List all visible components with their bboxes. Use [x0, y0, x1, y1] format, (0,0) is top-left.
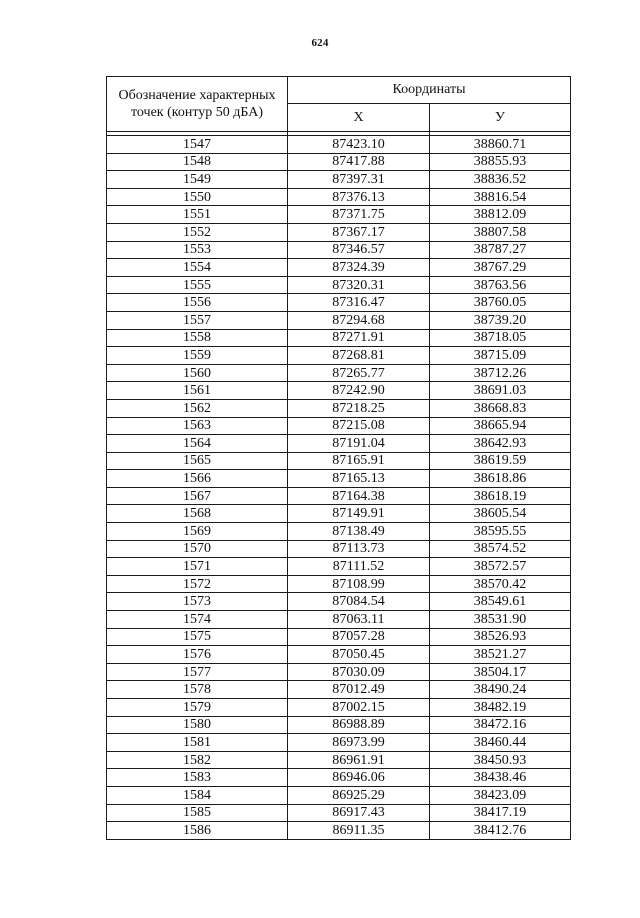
table-row: [107, 540, 571, 558]
table-row: [107, 716, 571, 734]
y-coordinate-cell: 38619.59: [430, 452, 571, 470]
y-coordinate-cell: 38665.94: [430, 417, 571, 435]
y-coordinate-cell: 38490.24: [430, 681, 571, 699]
x-coordinate-cell: 86911.35: [288, 822, 430, 840]
table-row: [107, 223, 571, 241]
table-row: [107, 769, 571, 787]
y-coordinate-cell: 38450.93: [430, 751, 571, 769]
x-coordinate-cell: 87324.39: [288, 259, 430, 277]
point-id-cell: 1555: [107, 276, 288, 294]
x-coordinate-cell: 87191.04: [288, 435, 430, 453]
x-coordinate-cell: 87165.13: [288, 470, 430, 488]
y-coordinate-cell: 38787.27: [430, 241, 571, 259]
page-number: 624: [311, 37, 329, 49]
x-coordinate-cell: 86917.43: [288, 804, 430, 822]
table-row: [107, 575, 571, 593]
point-id-cell: 1550: [107, 188, 288, 206]
x-coordinate-cell: 87271.91: [288, 329, 430, 347]
table-row: [107, 646, 571, 664]
table-row: [107, 364, 571, 382]
point-id-cell: 1556: [107, 294, 288, 312]
point-id-cell: 1547: [107, 136, 288, 154]
table-body: [107, 136, 571, 840]
point-id-cell: 1565: [107, 452, 288, 470]
x-coordinate-cell: 87346.57: [288, 241, 430, 259]
y-coordinate-cell: 38860.71: [430, 136, 571, 154]
point-id-cell: 1584: [107, 786, 288, 804]
y-coordinate-cell: 38570.42: [430, 575, 571, 593]
x-coordinate-cell: 87030.09: [288, 663, 430, 681]
x-coordinate-cell: 87423.10: [288, 136, 430, 154]
y-coordinate-cell: 38531.90: [430, 611, 571, 629]
table-row: [107, 681, 571, 699]
y-coordinate-cell: 38521.27: [430, 646, 571, 664]
point-id-cell: 1586: [107, 822, 288, 840]
x-coordinate-cell: 87050.45: [288, 646, 430, 664]
y-coordinate-cell: 38472.16: [430, 716, 571, 734]
x-coordinate-cell: 87057.28: [288, 628, 430, 646]
y-coordinate-cell: 38668.83: [430, 399, 571, 417]
coordinates-table: [106, 76, 571, 840]
point-id-cell: 1560: [107, 364, 288, 382]
x-coordinate-cell: 87316.47: [288, 294, 430, 312]
x-coordinate-cell: 86961.91: [288, 751, 430, 769]
x-coordinate-cell: 87265.77: [288, 364, 430, 382]
point-id-cell: 1585: [107, 804, 288, 822]
y-coordinate-cell: 38417.19: [430, 804, 571, 822]
y-coordinate-cell: 38836.52: [430, 171, 571, 189]
point-id-cell: 1574: [107, 611, 288, 629]
y-coordinate-cell: 38460.44: [430, 734, 571, 752]
header-point-label: Обозначение характерных точек (контур 50 дБА): [107, 77, 288, 132]
x-coordinate-cell: 87012.49: [288, 681, 430, 699]
y-coordinate-cell: 38605.54: [430, 505, 571, 523]
table-row: [107, 206, 571, 224]
table-row: [107, 593, 571, 611]
y-coordinate-cell: 38482.19: [430, 699, 571, 717]
table-row: [107, 329, 571, 347]
point-id-cell: 1581: [107, 734, 288, 752]
table-row: [107, 523, 571, 541]
y-coordinate-cell: 38718.05: [430, 329, 571, 347]
x-coordinate-cell: 87111.52: [288, 558, 430, 576]
x-coordinate-cell: 86973.99: [288, 734, 430, 752]
point-id-cell: 1576: [107, 646, 288, 664]
point-id-cell: 1583: [107, 769, 288, 787]
x-coordinate-cell: 86946.06: [288, 769, 430, 787]
x-coordinate-cell: 87320.31: [288, 276, 430, 294]
point-id-cell: 1582: [107, 751, 288, 769]
table-row: [107, 751, 571, 769]
y-coordinate-cell: 38574.52: [430, 540, 571, 558]
point-id-cell: 1561: [107, 382, 288, 400]
x-coordinate-cell: 87218.25: [288, 399, 430, 417]
y-coordinate-cell: 38595.55: [430, 523, 571, 541]
table-row: [107, 241, 571, 259]
table-row: [107, 153, 571, 171]
y-coordinate-cell: 38812.09: [430, 206, 571, 224]
y-coordinate-cell: 38715.09: [430, 347, 571, 365]
y-coordinate-cell: 38760.05: [430, 294, 571, 312]
x-coordinate-cell: 87164.38: [288, 487, 430, 505]
point-id-cell: 1557: [107, 311, 288, 329]
table-row: [107, 786, 571, 804]
x-coordinate-cell: 87371.75: [288, 206, 430, 224]
point-id-cell: 1559: [107, 347, 288, 365]
point-id-cell: 1564: [107, 435, 288, 453]
y-coordinate-cell: 38423.09: [430, 786, 571, 804]
x-coordinate-cell: 87084.54: [288, 593, 430, 611]
table-row: [107, 734, 571, 752]
x-coordinate-cell: 87376.13: [288, 188, 430, 206]
table-row: [107, 505, 571, 523]
x-coordinate-cell: 86988.89: [288, 716, 430, 734]
x-coordinate-cell: 87367.17: [288, 223, 430, 241]
table-row: [107, 294, 571, 312]
point-id-cell: 1577: [107, 663, 288, 681]
table-row: [107, 611, 571, 629]
table-row: [107, 399, 571, 417]
point-id-cell: 1570: [107, 540, 288, 558]
point-id-cell: 1571: [107, 558, 288, 576]
table-row: [107, 628, 571, 646]
x-coordinate-cell: 87149.91: [288, 505, 430, 523]
point-id-cell: 1580: [107, 716, 288, 734]
x-coordinate-cell: 87002.15: [288, 699, 430, 717]
point-id-cell: 1578: [107, 681, 288, 699]
point-id-cell: 1548: [107, 153, 288, 171]
x-coordinate-cell: 87063.11: [288, 611, 430, 629]
x-coordinate-cell: 87417.88: [288, 153, 430, 171]
table-row: [107, 452, 571, 470]
table-row: [107, 347, 571, 365]
y-coordinate-cell: 38855.93: [430, 153, 571, 171]
y-coordinate-cell: 38549.61: [430, 593, 571, 611]
x-coordinate-cell: 87397.31: [288, 171, 430, 189]
table-row: [107, 699, 571, 717]
x-coordinate-cell: 87165.91: [288, 452, 430, 470]
y-coordinate-cell: 38712.26: [430, 364, 571, 382]
point-id-cell: 1563: [107, 417, 288, 435]
table-row: [107, 259, 571, 277]
y-coordinate-cell: 38618.19: [430, 487, 571, 505]
point-id-cell: 1551: [107, 206, 288, 224]
header-y: У: [430, 104, 571, 132]
point-id-cell: 1554: [107, 259, 288, 277]
y-coordinate-cell: 38816.54: [430, 188, 571, 206]
y-coordinate-cell: 38763.56: [430, 276, 571, 294]
y-coordinate-cell: 38526.93: [430, 628, 571, 646]
table-row: [107, 417, 571, 435]
header-x: X: [288, 104, 430, 132]
point-id-cell: 1558: [107, 329, 288, 347]
x-coordinate-cell: 86925.29: [288, 786, 430, 804]
header-coordinates: Координаты: [288, 77, 571, 104]
point-id-cell: 1549: [107, 171, 288, 189]
y-coordinate-cell: 38572.57: [430, 558, 571, 576]
y-coordinate-cell: 38618.86: [430, 470, 571, 488]
point-id-cell: 1568: [107, 505, 288, 523]
table-row: [107, 188, 571, 206]
table-row: [107, 804, 571, 822]
point-id-cell: 1566: [107, 470, 288, 488]
x-coordinate-cell: 87242.90: [288, 382, 430, 400]
x-coordinate-cell: 87215.08: [288, 417, 430, 435]
y-coordinate-cell: 38767.29: [430, 259, 571, 277]
x-coordinate-cell: 87108.99: [288, 575, 430, 593]
x-coordinate-cell: 87138.49: [288, 523, 430, 541]
table-row: [107, 382, 571, 400]
y-coordinate-cell: 38412.76: [430, 822, 571, 840]
y-coordinate-cell: 38504.17: [430, 663, 571, 681]
x-coordinate-cell: 87294.68: [288, 311, 430, 329]
point-id-cell: 1572: [107, 575, 288, 593]
table-row: [107, 487, 571, 505]
table-row: [107, 171, 571, 189]
x-coordinate-cell: 87268.81: [288, 347, 430, 365]
point-id-cell: 1562: [107, 399, 288, 417]
table-row: [107, 311, 571, 329]
y-coordinate-cell: 38739.20: [430, 311, 571, 329]
table-row: [107, 470, 571, 488]
point-id-cell: 1553: [107, 241, 288, 259]
y-coordinate-cell: 38438.46: [430, 769, 571, 787]
table-row: [107, 558, 571, 576]
y-coordinate-cell: 38642.93: [430, 435, 571, 453]
y-coordinate-cell: 38807.58: [430, 223, 571, 241]
point-id-cell: 1569: [107, 523, 288, 541]
table-row: [107, 663, 571, 681]
table-row: [107, 822, 571, 840]
y-coordinate-cell: 38691.03: [430, 382, 571, 400]
table-row: [107, 136, 571, 154]
point-id-cell: 1575: [107, 628, 288, 646]
point-id-cell: 1567: [107, 487, 288, 505]
point-id-cell: 1579: [107, 699, 288, 717]
table-row: [107, 276, 571, 294]
table-row: [107, 435, 571, 453]
x-coordinate-cell: 87113.73: [288, 540, 430, 558]
point-id-cell: 1573: [107, 593, 288, 611]
point-id-cell: 1552: [107, 223, 288, 241]
